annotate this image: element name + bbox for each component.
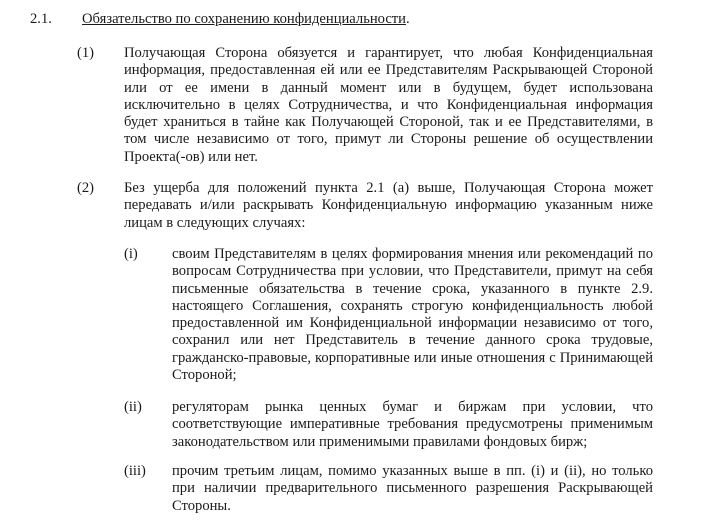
subclause-item-ii (124, 399, 653, 451)
section-title-suffix: . (406, 11, 410, 27)
subclause-number: (iii) (124, 463, 146, 479)
section-title-text: Обязательство по сохранению конфиденциальности (82, 11, 406, 27)
section-number: 2.1. (30, 11, 52, 27)
subclause-item-iii (124, 463, 653, 515)
clause-number: (1) (77, 45, 95, 61)
subclause-text: своим Представителям в целях формирования мнения или рекомендаций по вопросам Сотрудничества при условии, что Представители, примут на себя письменные обязательства в течение срока, указанного в пункте 2.9. настоящего Соглашения, сохранять строгую конфиденциальность любой предоставленной им Конфиденциальной информации независимо от того, сохранил или нет Представитель в течение данного срока трудовые, гражданско-правовые, корпоративные или иные отношения с Принимающей Стороной; (172, 246, 653, 384)
section-title (82, 11, 410, 28)
clause-item-1 (77, 45, 653, 166)
subclause-item-i (124, 246, 653, 384)
clause-number: (2) (77, 180, 95, 196)
clause-text: Получающая Сторона обязуется и гарантирует, что любая Конфиденциальная информация, предоставленная ей или ее Представителям Раскрывающей Стороной или от ее имени в данный момент или в будущем, будет использована исключительно в целях Сотрудничества, и что Конфиденциальная информация будет храниться в тайне как Получающей Стороной, так и ее Представителями, в том числе независимо от того, примут ли Стороны решение об осуществлении Проекта(-ов) или нет. (124, 45, 653, 165)
subclause-text: прочим третьим лицам, помимо указанных выше в пп. (i) и (ii), но только при наличии предварительного письменного разрешения Раскрывающей Стороны. (172, 463, 653, 514)
subclause-number: (ii) (124, 399, 142, 415)
clause-item-2 (77, 180, 653, 232)
clause-text: Без ущерба для положений пункта 2.1 (а) выше, Получающая Сторона может передавать и/или раскрывать Конфиденциальную информацию указанным ниже лицам в следующих случаях: (124, 180, 653, 231)
subclause-number: (i) (124, 246, 138, 262)
subclause-text: регуляторам рынка ценных бумаг и биржам при условии, что соответствующие императивные требования предусмотрены применимым законодательством или применимыми правилами фондовых бирж; (172, 399, 653, 450)
